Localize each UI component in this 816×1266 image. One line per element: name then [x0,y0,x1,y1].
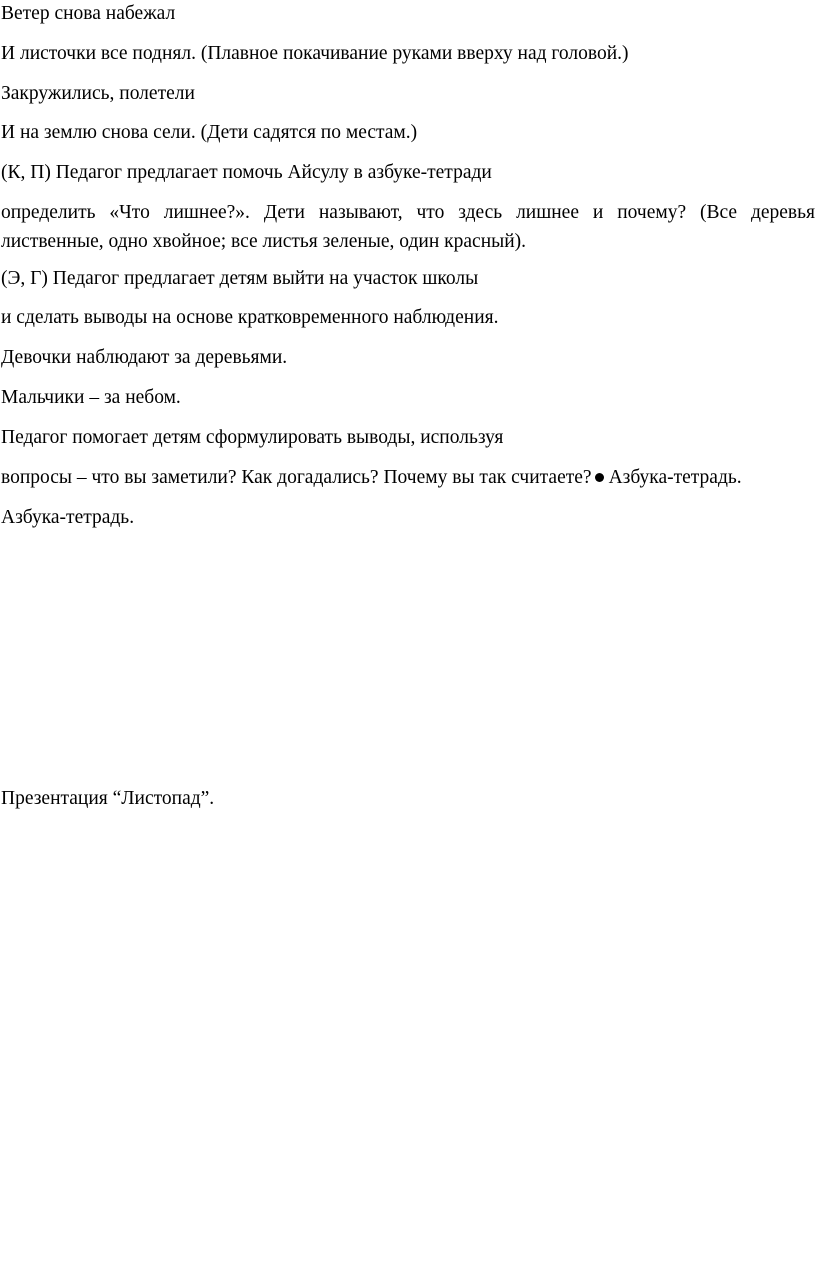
text-line: И на землю снова сели. (Дети садятся по местам.) [1,122,418,143]
text-line: И листочки все поднял. (Плавное покачивание руками вверху над головой.) [1,43,629,64]
text-line: Девочки наблюдают за деревьями. [1,347,288,368]
text-paragraph: определить «Что лишнее?». Дети называют, что здесь лишнее и почему? (Все деревья лиственные, одно хвойное; все листья зеленые, один красный). [1,202,815,252]
bullet-icon [595,473,604,482]
text-line: Презентация “Листопад”. [1,788,215,809]
text-line: Педагог помогает детям сформулировать выводы, используя [1,427,504,448]
text-line: Мальчики – за небом. [1,387,181,408]
text-line: Закружились, полетели [1,83,195,104]
material-label: Азбука-тетрадь. [608,467,742,488]
text-line: Азбука-тетрадь. [1,507,135,528]
text-line: (Э, Г) Педагог предлагает детям выйти на участок школы [1,268,479,289]
text-line: (К, П) Педагог предлагает помочь Айсулу в азбуке-тетради [1,162,492,183]
text-line-with-bullet [1,467,742,489]
question-text: вопросы – что вы заметили? Как догадались? Почему вы так считаете? [1,467,592,488]
text-line: Ветер снова набежал [1,3,176,24]
text-line: и сделать выводы на основе кратковременного наблюдения. [1,307,499,328]
